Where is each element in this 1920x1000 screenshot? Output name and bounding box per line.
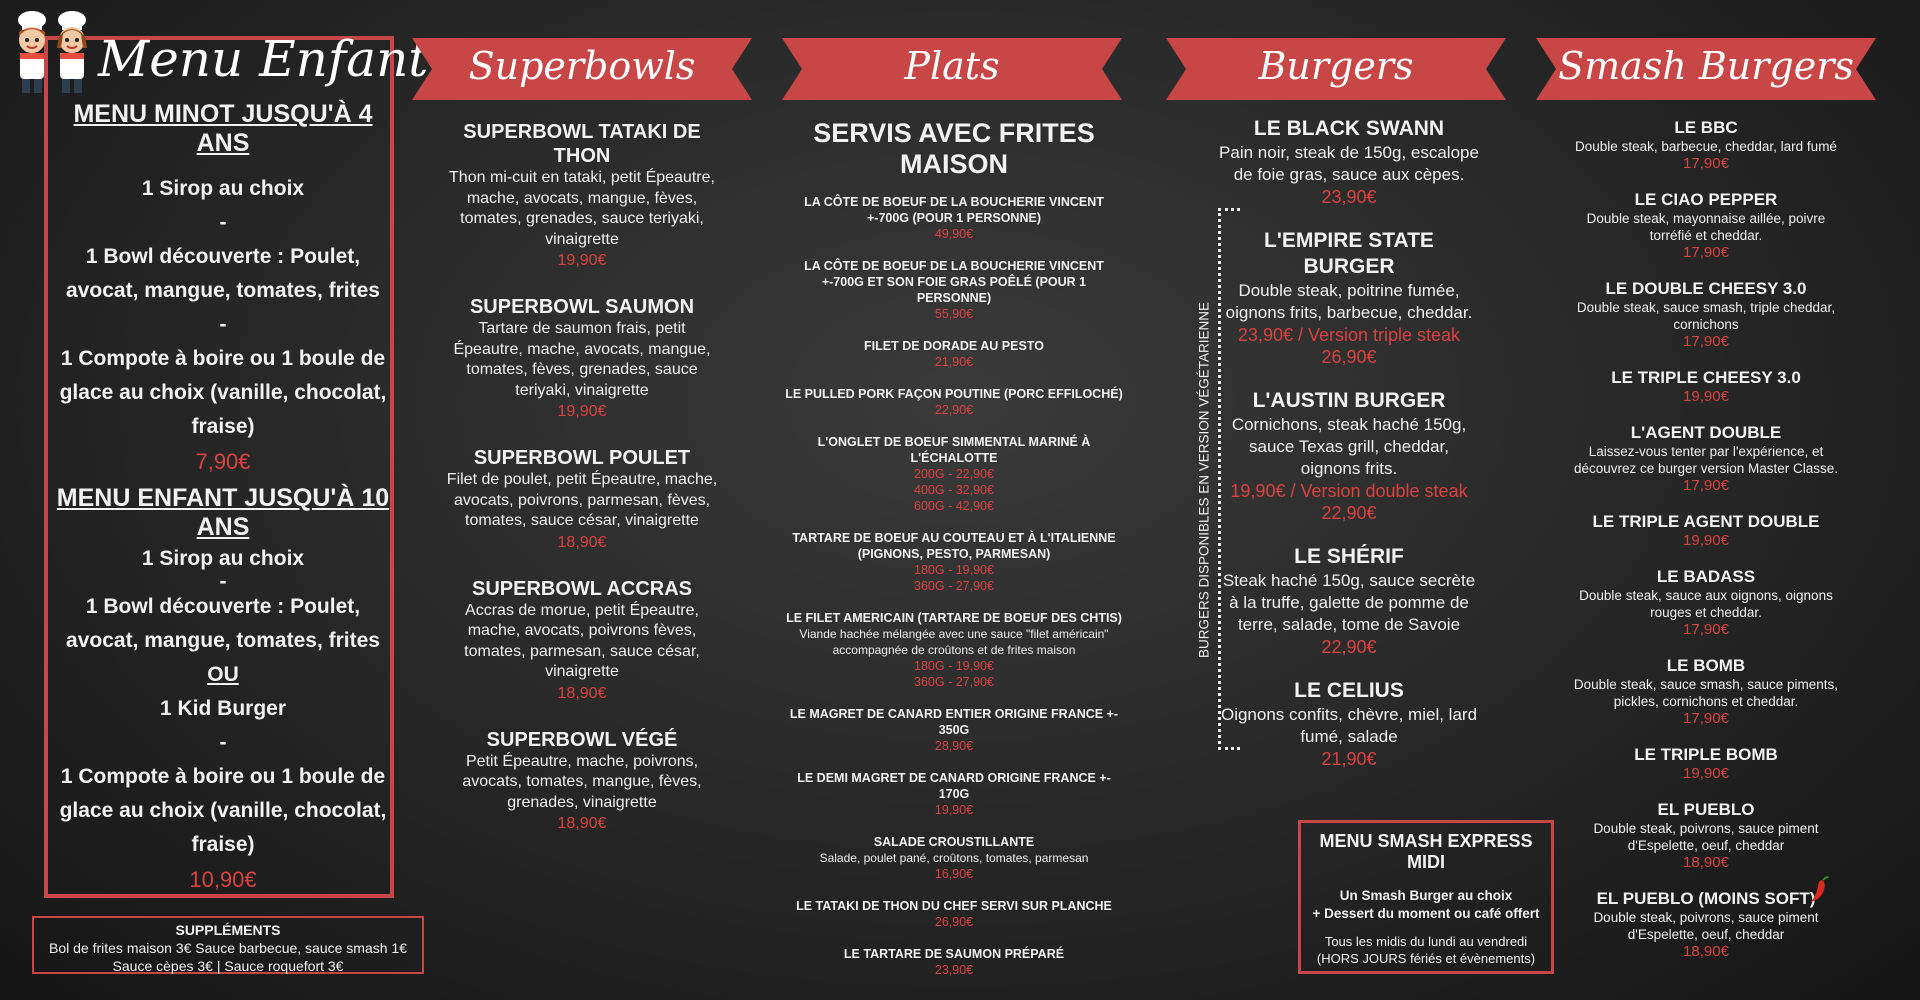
menu-item: [1566, 118, 1846, 172]
item-price: 19,90€: [557, 252, 607, 269]
item-price: 18,90€: [1683, 854, 1729, 871]
item-name: LE PULLED PORK FAÇON POUTINE (PORC EFFILOCHÉ): [785, 387, 1123, 401]
menu-item: [784, 946, 1124, 978]
item-price: 19,90€: [1683, 765, 1729, 782]
item-price: 360G - 27,90€: [914, 675, 994, 689]
menu-item: [784, 386, 1124, 418]
item-name: FILET DE DORADE AU PESTO: [864, 339, 1044, 353]
menu-item: [1566, 889, 1846, 960]
item-name: L'EMPIRE STATE BURGER: [1264, 229, 1434, 278]
kids-menu-line: -: [219, 731, 227, 754]
item-desc: Laissez-vous tenter par l'expérience, et découvrez ce burger version Master Classe.: [1573, 444, 1839, 476]
menu-item: [1566, 279, 1846, 350]
kids-menu-title: Menu Enfant: [98, 30, 429, 88]
item-price: 18,90€: [557, 815, 607, 832]
item-name: SUPERBOWL SAUMON: [469, 296, 695, 318]
kids-menu-line: 1 Bowl découverte : Poulet, avocat, mangue, tomates, frites: [66, 245, 380, 302]
item-name: LE BADASS: [1656, 567, 1756, 586]
banner-superbowls: [412, 38, 752, 100]
menu-item: [1566, 656, 1846, 727]
kids-menu-line: -: [219, 313, 227, 336]
item-name: SUPERBOWL VÉGÉ: [486, 728, 678, 751]
item-name: LE CELIUS: [1294, 679, 1404, 702]
item-desc: Cornichons, steak haché 150g, sauce Texas grill, cheddar, oignons frits.: [1231, 415, 1467, 478]
item-name: TARTARE DE BOEUF AU COUTEAU ET À L'ITALIENNE (PIGNONS, PESTO, PARMESAN): [792, 531, 1116, 561]
banner-burgers: [1166, 38, 1506, 100]
express-note: (HORS JOURS fériés et évènements): [1316, 951, 1536, 966]
kids-menu-line: -: [219, 211, 227, 234]
item-name: LE TRIPLE BOMB: [1634, 745, 1778, 764]
banner-title: Superbowls: [468, 44, 696, 88]
item-desc: Viande hachée mélangée avec une sauce "filet américain" accompagnée de croûtons et de frites maison: [799, 627, 1109, 657]
item-price: 22,90€: [934, 403, 974, 417]
item-name: EL PUEBLO: [1657, 800, 1755, 819]
banner-title: Plats: [904, 44, 1000, 88]
item-price: 23,90€: [1321, 187, 1377, 207]
item-price: 28,90€: [934, 739, 974, 753]
item-desc: Double steak, sauce smash, triple cheddar, cornichons: [1576, 300, 1836, 332]
kids-menu-line: 1 Sirop au choix: [141, 177, 305, 200]
item-desc: Oignons confits, chèvre, miel, lard fumé, salade: [1220, 705, 1478, 746]
item-price: 17,90€: [1683, 710, 1729, 727]
express-line: Un Smash Burger au choix: [1339, 888, 1513, 903]
kids-menu-enfant: [48, 484, 398, 898]
item-desc: Double steak, mayonnaise aillée, poivre torréfié et cheddar.: [1586, 211, 1826, 243]
item-price: 17,90€: [1683, 333, 1729, 350]
menu-item: [444, 295, 720, 422]
kids-menu-minot-price: 7,90€: [195, 449, 251, 474]
item-name: L'ONGLET DE BOEUF SIMMENTAL MARINÉ À L'ÉCHALOTTE: [817, 435, 1091, 465]
item-price: 19,90€: [934, 803, 974, 817]
item-price: 49,90€: [934, 227, 974, 241]
menu-item: [1218, 116, 1480, 208]
item-name: LA CÔTE DE BOEUF DE LA BOUCHERIE VINCENT +-700G ET SON FOIE GRAS POÊLÉ (POUR 1 PERSONNE): [804, 259, 1104, 305]
supplements-line: Sauce cèpes 3€ | Sauce roquefort 3€: [112, 958, 344, 974]
item-price: 23,90€ / Version triple steak: [1237, 325, 1461, 345]
kids-menu-line: 1 Sirop au choix: [141, 547, 305, 570]
item-price: 200G - 22,90€: [914, 467, 994, 481]
menu-item: [1566, 800, 1846, 871]
supplements-box: [32, 916, 424, 974]
menu-item: [784, 610, 1124, 690]
item-name: SUPERBOWL POULET: [473, 447, 691, 469]
supplements-title: SUPPLÉMENTS: [175, 922, 281, 938]
menu-item: [784, 194, 1124, 242]
item-name: LE SHÉRIF: [1294, 545, 1404, 568]
item-name: LE FILET AMERICAIN (TARTARE DE BOEUF DES CHTIS): [786, 611, 1122, 625]
item-price: 17,90€: [1683, 155, 1729, 172]
menu-item: [1566, 190, 1846, 261]
item-desc: Salade, poulet pané, croûtons, tomates, parmesan: [819, 851, 1089, 865]
menu-item: [1218, 544, 1480, 658]
item-price: 21,90€: [934, 355, 974, 369]
menu-item: [444, 577, 720, 704]
item-price: 19,90€: [557, 403, 607, 420]
kids-menu-enfant-heading: MENU ENFANT JUSQU'À 10 ANS: [56, 484, 390, 541]
item-name: LE BLACK SWANN: [1253, 117, 1445, 140]
banner-plats: [782, 38, 1122, 100]
item-desc: Filet de poulet, petit Épeautre, mache, avocats, poivrons, parmesan, fèves, tomates, sauce césar, vinaigrette: [446, 471, 718, 529]
supplements-line: Bol de frites maison 3€ Sauce barbecue, sauce smash 1€: [49, 940, 407, 956]
item-name: LE TARTARE DE SAUMON PRÉPARÉ: [843, 947, 1065, 961]
menu-item: [784, 258, 1124, 322]
kids-menu-minot: [48, 100, 398, 480]
item-name: SUPERBOWL ACCRAS: [471, 577, 692, 600]
item-name: LE TRIPLE AGENT DOUBLE: [1592, 512, 1820, 531]
item-name: L'AUSTIN BURGER: [1252, 389, 1446, 412]
item-price: 400G - 32,90€: [914, 483, 994, 497]
item-desc: Double steak, sauce aux oignons, oignons rouges et cheddar.: [1579, 588, 1833, 620]
item-name: LE DOUBLE CHEESY 3.0: [1605, 279, 1807, 298]
item-name: EL PUEBLO (MOINS SOFT): [1596, 889, 1816, 908]
kids-menu-enfant-price: 10,90€: [189, 867, 257, 892]
item-price: 360G - 27,90€: [914, 579, 994, 593]
item-name: LE BBC: [1674, 118, 1738, 137]
item-price: 19,90€: [1683, 388, 1729, 405]
item-price: 18,90€: [557, 533, 607, 551]
menu-item: [1566, 423, 1846, 494]
item-price: 18,90€: [557, 684, 607, 702]
menu-item: [784, 706, 1124, 754]
item-price: 26,90€: [934, 915, 974, 929]
item-desc: Accras de morue, petit Épeautre, mache, avocats, poivrons fèves, tomates, parmesan, sauce césar, vinaigrette: [464, 601, 700, 680]
item-desc: Steak haché 150g, sauce secrète à la truffe, galette de pomme de terre, salade, tome de Savoie: [1222, 571, 1476, 634]
menu-item: [784, 338, 1124, 370]
chef-kids-icon: [8, 8, 98, 100]
banner-title: Smash Burgers: [1558, 44, 1854, 88]
item-name: LA CÔTE DE BOEUF DE LA BOUCHERIE VINCENT +-700G (POUR 1 PERSONNE): [804, 195, 1104, 225]
item-price: 180G - 19,90€: [914, 659, 994, 673]
item-price: 16,90€: [934, 867, 974, 881]
kids-menu-line: OU: [207, 663, 239, 686]
item-desc: Pain noir, steak de 150g, escalope de foie gras, sauce aux cèpes.: [1219, 143, 1479, 184]
menu-item: [784, 770, 1124, 818]
kids-menu-line: -: [219, 570, 227, 593]
menu-item: [784, 834, 1124, 882]
kids-menu-line: 1 Compote à boire ou 1 boule de glace au choix (vanille, chocolat, fraise): [59, 347, 387, 438]
chili-pepper-icon: [1808, 874, 1830, 904]
item-desc: Thon mi-cuit en tataki, petit Épeautre, mache, avocats, mangue, fèves, tomates, grenades, sauce teriyaki, vinaigrette: [449, 169, 715, 248]
item-name: SUPERBOWL TATAKI DE THON: [463, 121, 701, 167]
item-desc: Double steak, poitrine fumée, oignons frits, barbecue, cheddar.: [1225, 281, 1473, 322]
item-name: LE CIAO PEPPER: [1634, 190, 1778, 209]
item-price: 600G - 42,90€: [914, 499, 994, 513]
item-name: LE MAGRET DE CANARD ENTIER ORIGINE FRANCE +- 350G: [789, 707, 1119, 737]
burgers-list: [1218, 116, 1480, 790]
item-price: 19,90€ / Version double steak: [1230, 481, 1468, 501]
express-line: + Dessert du moment ou café offert: [1312, 906, 1540, 921]
item-price: 26,90€: [1321, 347, 1377, 367]
item-name: SALADE CROUSTILLANTE: [873, 835, 1035, 849]
menu-item: [1566, 567, 1846, 638]
menu-item: [1218, 388, 1480, 524]
item-name: L'AGENT DOUBLE: [1630, 423, 1782, 442]
item-price: 21,90€: [1321, 749, 1377, 769]
smash-burgers-list: [1566, 118, 1846, 978]
item-price: 22,90€: [1321, 503, 1377, 523]
item-desc: Tartare de saumon frais, petit Épeautre, mache, avocats, mangue, tomates, fèves, grenades, sauce teriyaki, vinaigrette: [453, 320, 711, 399]
item-price: 19,90€: [1683, 532, 1729, 549]
menu-item: [444, 120, 720, 271]
item-price: 22,90€: [1321, 637, 1377, 657]
menu-item: [444, 728, 720, 835]
item-price: 55,90€: [934, 307, 974, 321]
menu-item: [784, 434, 1124, 514]
kids-menu-line: 1 Bowl découverte : Poulet, avocat, mangue, tomates, frites: [66, 595, 380, 652]
banner-smash-burgers: [1536, 38, 1876, 100]
item-name: LE TRIPLE CHEESY 3.0: [1611, 368, 1801, 387]
item-price: 180G - 19,90€: [914, 563, 994, 577]
menu-item: [1566, 368, 1846, 405]
menu-item: [444, 446, 720, 553]
express-menu-box: [1298, 820, 1554, 974]
kids-menu-line: 1 Kid Burger: [159, 697, 287, 720]
superbowls-list: [444, 120, 720, 858]
plats-list: [784, 118, 1124, 994]
item-desc: Double steak, poivrons, sauce piment d'Espelette, oeuf, cheddar: [1593, 821, 1819, 853]
menu-item: [1218, 228, 1480, 368]
menu-item: [1218, 678, 1480, 770]
item-desc: Double steak, sauce smash, sauce piments, pickles, cornichons et cheddar.: [1573, 677, 1839, 709]
item-price: 17,90€: [1683, 477, 1729, 494]
express-title: MENU SMASH EXPRESS MIDI: [1319, 831, 1533, 872]
plats-subtitle: SERVIS AVEC FRITES MAISON: [813, 118, 1095, 179]
banner-title: Burgers: [1258, 44, 1414, 88]
kids-menu-minot-heading: MENU MINOT JUSQU'À 4 ANS: [73, 100, 373, 157]
item-name: LE TATAKI DE THON DU CHEF SERVI SUR PLANCHE: [796, 899, 1112, 913]
menu-item: [1566, 512, 1846, 549]
menu-item: [1566, 745, 1846, 782]
item-price: 17,90€: [1683, 244, 1729, 261]
item-name: LE BOMB: [1666, 656, 1746, 675]
express-note: Tous les midis du lundi au vendredi: [1324, 934, 1528, 949]
menu-item: [784, 530, 1124, 594]
vegetarian-label: BURGERS DISPONIBLES EN VERSION VÉGÉTARIENNE: [1196, 301, 1212, 659]
kids-menu-line: 1 Compote à boire ou 1 boule de glace au choix (vanille, chocolat, fraise): [59, 765, 387, 856]
item-name: LE DEMI MAGRET DE CANARD ORIGINE FRANCE +- 170G: [797, 771, 1111, 801]
item-price: 17,90€: [1683, 621, 1729, 638]
item-price: 23,90€: [934, 963, 974, 977]
item-price: 18,90€: [1683, 943, 1729, 960]
menu-item: [784, 898, 1124, 930]
item-desc: Double steak, poivrons, sauce piment d'Espelette, oeuf, cheddar: [1593, 910, 1819, 942]
item-desc: Petit Épeautre, mache, poivrons, avocats, tomates, mangue, fèves, grenades, vinaigrette: [462, 752, 702, 811]
item-desc: Double steak, barbecue, cheddar, lard fumé: [1575, 139, 1837, 154]
